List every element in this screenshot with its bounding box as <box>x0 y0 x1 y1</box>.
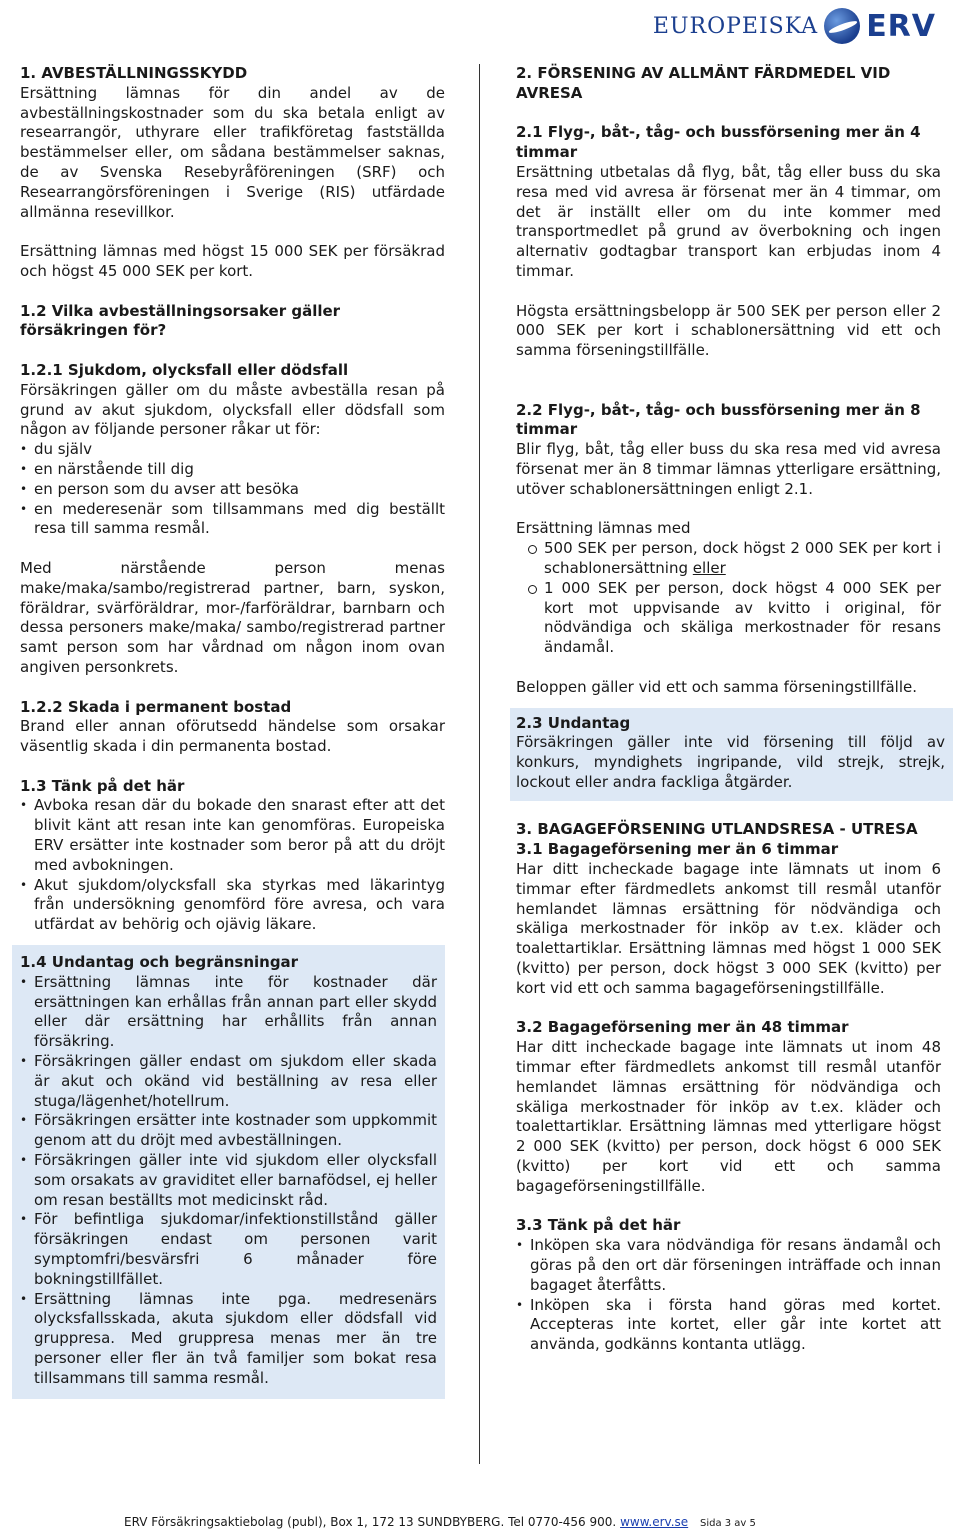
section-1-limit: Ersättning lämnas med högst 15 000 SEK per försäkrad och högst 45 000 SEK per kort. <box>20 242 445 280</box>
list-item: • Inköpen ska vara nödvändiga för resans ändamål och göras på den ort där förseningen inträffade och innan bagaget återfåtts. <box>516 1236 941 1295</box>
logo-text: EUROPEISKA <box>652 13 819 39</box>
section-2-2-title: 2.2 Flyg-, båt-, tåg- och bussförsening mer än 8 timmar <box>516 400 921 439</box>
list-item <box>516 539 941 579</box>
section-3-1-title: 3.1 Bagageförsening mer än 6 timmar <box>516 840 839 859</box>
page-footer <box>124 1515 756 1529</box>
section-2-2-amounts: Beloppen gäller vid ett och samma förseningstillfälle. <box>516 677 917 696</box>
section-2-3-paragraph: Försäkringen gäller inte vid försening till följd av konkurs, myndighets ingripande, vild strejk, strejk, lockout eller andra fackliga åtgärder. <box>516 733 945 791</box>
section-2-1-max: Högsta ersättningsbelopp är 500 SEK per person eller 2 000 SEK per kort i schablonersättning vid ett och samma förseningstillfälle. <box>516 301 941 360</box>
section-3-3-title: 3.3 Tänk på det här <box>516 1216 681 1235</box>
section-3-2-title: 3.2 Bagageförsening mer än 48 timmar <box>516 1018 849 1037</box>
europeiska-erv-logo <box>653 6 936 46</box>
section-1-3-title: 1.3 Tänk på det här <box>20 776 185 795</box>
list-item: • Avboka resan där du bokade den snarast efter att det blivit känt att resan inte kan genomföras. Europeiska ERV ersätter inte kostnader som beror på att du dröjt med avbokningen. <box>20 796 445 875</box>
section-3-3-list <box>516 1236 941 1355</box>
list-item: • Akut sjukdom/olycksfall ska styrkas med läkarintyg från undersökning genomförd före avresa, och vara utfärdat av behörig och ojävig läkare. <box>20 876 445 935</box>
section-3-title: 3. BAGAGEFÖRSENING UTLANDSRESA - UTRESA <box>516 820 918 839</box>
section-2-1-title: 2.1 Flyg-, båt-, tåg- och bussförsening mer än 4 timmar <box>516 123 921 162</box>
section-1-2-2-title: 1.2.2 Skada i permanent bostad <box>20 697 292 716</box>
section-1-2-1-title: 1.2.1 Sjukdom, olycksfall eller dödsfall <box>20 360 349 379</box>
column-divider <box>479 64 480 1464</box>
section-2-3-box <box>510 708 953 801</box>
list-item: • en mederesenär som tillsammans med dig beställt resa till samma resmål. <box>20 500 445 540</box>
section-1-4-list <box>20 973 437 1389</box>
section-3-1-paragraph: Har ditt incheckade bagage inte lämnats ut inom 6 timmar efter färdmedlets ankomst till resmål utanför hemlandet lämnas ersättning för nödvändiga och skäliga merkostnader för inköp av t.ex. kläder och toalettartiklar. Ersättning lämnas med högst 1 000 SEK (kvitto) per person, dock högst 3 000 SEK (kvitto) per kort vid ett och samma bagageförseningstillfälle. <box>516 860 941 997</box>
section-1-2-title: 1.2 Vilka avbeställningsorsaker gäller försäkringen för? <box>20 301 341 340</box>
list-item: • För befintliga sjukdomar/infektionstillstånd gäller försäkringen endast om personen varit symptomfri/besvärsfri 6 månader före bokningstillfället. <box>20 1210 437 1289</box>
section-1-2-2-paragraph: Brand eller annan oförutsedd händelse som orsakar väsentlig skada i din permanenta bostad. <box>20 717 445 756</box>
list-item: • Försäkringen ersätter inte kostnader som uppkommit genom att du dröjt med avbeställningen. <box>20 1111 437 1151</box>
page-header <box>0 0 960 60</box>
section-2-2-compensation: Ersättning lämnas med <box>516 519 691 538</box>
section-1-title: 1. AVBESTÄLLNINGSSKYDD <box>20 64 248 82</box>
or-text: eller <box>692 558 726 577</box>
section-2-1-paragraph: Ersättning utbetalas då flyg, båt, tåg eller buss du ska resa med vid avresa är försenat mer än 4 timmar, om det är inställt eller om du inte kommer med transportmedlet på grund av överbokning och ingen alternativ godtagbar transport kan erbjudas inom 4 timmar. <box>516 162 941 280</box>
list-item: • Inköpen ska i första hand göras med kortet. Accepteras inte kortet, eller går inte kortet att använda, godkänns kontanta utlägg. <box>516 1296 941 1355</box>
list-item: • en närstående till dig <box>20 460 445 480</box>
section-2-2-paragraph: Blir flyg, båt, tåg eller buss du ska resa med vid avresa försenat mer än 8 timmar lämnas ytterligare ersättning, utöver schablonersättningen enligt 2.1. <box>516 440 941 498</box>
section-2-3-title: 2.3 Undantag <box>516 713 631 732</box>
section-2-title: 2. FÖRSENING AV ALLMÄNT FÄRDMEDEL VID AVRESA <box>516 64 891 102</box>
compensation-list <box>516 539 941 658</box>
footer-address: ERV Försäkringsaktiebolag (publ), Box 1, 172 13 SUNDBYBERG. Tel 0770-456 900. <box>124 1515 617 1529</box>
section-1-3-list <box>20 796 445 935</box>
list-item: • Ersättning lämnas inte pga. medresenärs olycksfallsskada, akuta sjukdom eller dödsfall vid gruppresa. Med gruppresa menas mer än tre personer eller fler än två familjer som bokat resa tillsammans till samma resmål. <box>20 1290 437 1389</box>
logo-erv: ERV <box>866 8 936 44</box>
left-column <box>20 64 445 1399</box>
website-link[interactable]: www.erv.se <box>620 1515 689 1529</box>
list-item: • Försäkringen gäller endast om sjukdom eller skada är akut och okänd vid beställning av resa eller stuga/lägenhet/hotellrum. <box>20 1052 437 1111</box>
list-item: • Försäkringen gäller inte vid sjukdom eller olycksfall som orsakats av graviditet eller barnafödsel, ej heller om resan beställts mot medicinskt råd. <box>20 1151 437 1210</box>
page-number: Sida 3 av 5 <box>699 1518 756 1529</box>
globe-icon <box>824 8 860 44</box>
right-column <box>516 64 945 1355</box>
section-1-4-title: 1.4 Undantag och begränsningar <box>20 953 299 972</box>
section-3-2-paragraph: Har ditt incheckade bagage inte lämnats ut inom 48 timmar efter färdmedlets ankomst till resmål utanför hemlandet lämnas ersättning för nödvändiga och skäliga merkostnader för inköp av t.ex. kläder och toalettartiklar. Ersättning lämnas med ytterligare högst 2 000 SEK (kvitto) per person, dock högst 6 000 SEK (kvitto) per kort vid ett och samma bagageförseningstillfälle. <box>516 1038 941 1195</box>
section-1-2-1-paragraph: Försäkringen gäller om du måste avbeställa resan på grund av akut sjukdom, olycksfall eller dödsfall som någon av följande personer råkar ut för: <box>20 380 445 439</box>
relatives-definition: Med närstående person menas make/maka/sambo/registrerad partner, barn, syskon, föräldrar, svärföräldrar, mor-/farföräldrar, barnbarn och dessa personers make/maka/ sambo/registrerad partner samt person som har vårdnad om någon inom ovan angiven personkrets. <box>20 558 445 676</box>
section-1-4-box <box>12 945 445 1399</box>
compensation-option-1: 500 SEK per person, dock högst 2 000 SEK per kort i schablonersättning <box>544 539 941 577</box>
persons-list <box>20 440 445 539</box>
section-1-paragraph: Ersättning lämnas för din andel av de avbeställningskostnader som du ska betala enligt av researrangör, uthyrare eller trafikföretag fastställda bestämmelser eller, om sådana bestämmelser saknas, de av Svenska Resebyråföreningen (SRF) och Researrangörsföreningen i Sverige (RIS) utfärdade allmänna resevillkor. <box>20 83 445 221</box>
list-item: • en person som du avser att besöka <box>20 480 445 500</box>
list-item: • Ersättning lämnas inte för kostnader där ersättningen kan erhållas från annan part eller skydd eller där ersättning har erhållits från annan försäkring. <box>20 973 437 1052</box>
list-item: • du själv <box>20 440 445 460</box>
list-item: 1 000 SEK per person, dock högst 4 000 SEK per kort mot uppvisande av kvitto i original, för nödvändiga och skäliga merkostnader för resans ändamål. <box>516 579 941 658</box>
